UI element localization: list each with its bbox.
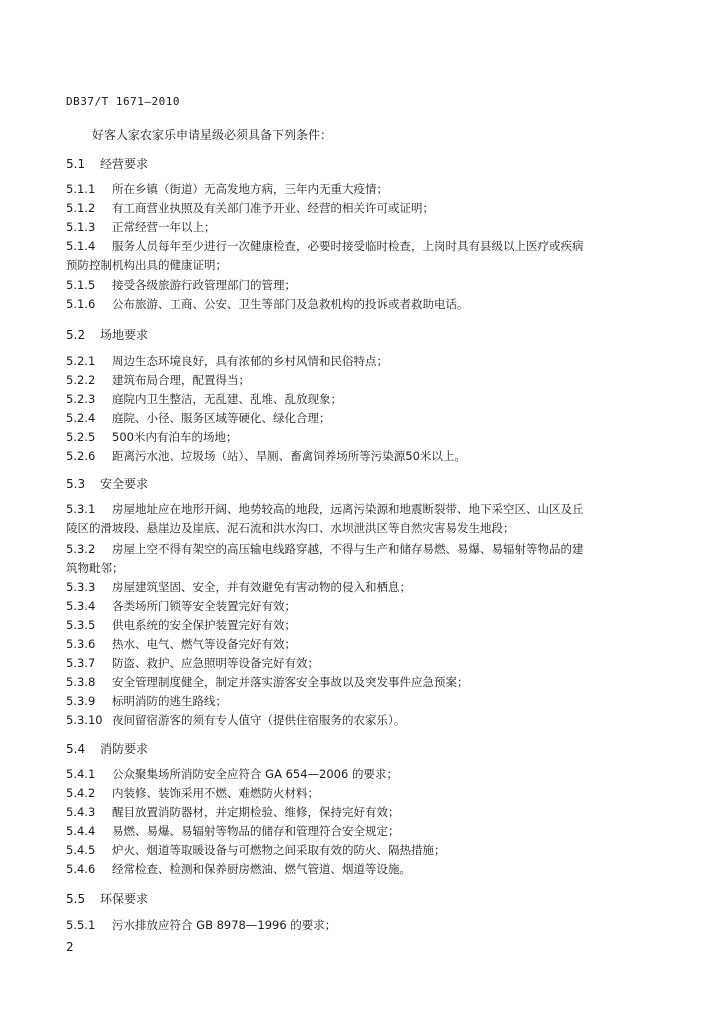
clause-item: [66, 692, 646, 711]
clause-number: 5.4.4: [66, 824, 96, 838]
clause-text: 所在乡镇（街道）无高发地方病，三年内无重大疫情；: [112, 182, 388, 196]
clause-text: 内装修、装饰采用不燃、难燃防火材料；: [112, 786, 319, 800]
clause-text: 污水排放应符合 GB 8978—1996 的要求；: [112, 918, 337, 932]
clause-number: 5.4.5: [66, 843, 96, 857]
section-title: 环保要求: [100, 892, 149, 906]
clause-item: [66, 860, 646, 879]
page-number: 2: [66, 940, 74, 954]
clause-item: [66, 409, 646, 428]
clause-number: 5.4.1: [66, 767, 96, 781]
clause-number: 5.2.4: [66, 411, 96, 425]
clause-number: 5.4.2: [66, 786, 96, 800]
clause-number: 5.2.6: [66, 449, 96, 463]
clause-text: 醒目放置消防器材，并定期检验、维修，保持完好有效；: [112, 805, 400, 819]
section-heading: [66, 475, 148, 492]
intro-text: 好客人家农家乐申请星级必须具备下列条件：: [92, 128, 333, 142]
clause-text: 热水、电气、燃气等设备完好有效；: [112, 637, 296, 651]
clause-item: [66, 276, 646, 295]
clause-text: 安全管理制度健全，制定并落实游客安全事故以及突发事件应急预案；: [112, 675, 469, 689]
clause-number: 5.5.1: [66, 918, 96, 932]
clause-number: 5.4.3: [66, 805, 96, 819]
clause-number: 5.3.1: [66, 502, 96, 516]
clause-item: [66, 428, 646, 447]
clause-item: [66, 371, 646, 390]
clause-text: 各类场所门锁等安全装置完好有效；: [112, 599, 296, 613]
clause-text: 周边生态环境良好，具有浓郁的乡村风情和民俗特点；: [112, 354, 388, 368]
clause-item: [66, 765, 646, 784]
clause-number: 5.3.7: [66, 656, 96, 670]
section-title: 消防要求: [100, 742, 149, 756]
section-title: 安全要求: [100, 477, 149, 491]
clause-item: [66, 295, 646, 314]
clause-text: 经常检查、检测和保养厨房燃油、燃气管道、烟道等设施。: [112, 862, 411, 876]
section-heading: [66, 890, 148, 907]
clause-text: 正常经营一年以上；: [112, 220, 216, 234]
clause-item: [66, 616, 646, 635]
clause-text: 公众聚集场所消防安全应符合 GA 654—2006 的要求；: [112, 767, 398, 781]
clause-number: 5.3.4: [66, 599, 96, 613]
clause-item: [66, 841, 646, 860]
clause-text: 公布旅游、工商、公安、卫生等部门及急救机构的投诉或者救助电话。: [112, 297, 469, 311]
clause-text: 房屋建筑坚固、安全，并有效避免有害动物的侵入和栖息；: [112, 580, 411, 594]
clause-continuation: 预防控制机构出具的健康证明；: [66, 258, 227, 272]
clause-text: 500米内有泊车的场地；: [112, 430, 238, 444]
clause-item: [66, 673, 646, 692]
section-number: 5.4: [66, 742, 86, 756]
clause-number: 5.4.6: [66, 862, 96, 876]
clause-number: 5.1.1: [66, 182, 96, 196]
clause-text: 供电系统的安全保护装置完好有效；: [112, 618, 296, 632]
clause-item: [66, 803, 646, 822]
clause-item: [66, 447, 646, 466]
clause-item: [66, 784, 646, 803]
clause-text: 炉火、烟道等取暖设备与可燃物之间采取有效的防火、隔热措施；: [112, 843, 446, 857]
section-number: 5.1: [66, 157, 86, 171]
clause-number: 5.1.2: [66, 201, 96, 215]
section-heading: [66, 326, 148, 343]
clause-item: [66, 352, 646, 371]
clause-item: [66, 218, 646, 237]
clause-text: 距离污水池、垃圾场（站）、旱厕、畜禽饲养场所等污染源50米以上。: [112, 449, 466, 463]
clause-number: 5.3.6: [66, 637, 96, 651]
clause-item: [66, 822, 646, 841]
clause-item: [66, 916, 646, 935]
clause-text: 有工商营业执照及有关部门准予开业、经营的相关许可或证明；: [112, 201, 434, 215]
section-number: 5.3: [66, 477, 86, 491]
clause-item: [66, 199, 646, 218]
clause-continuation: 陵区的滑坡段、悬崖边及崖底、泥石流和洪水沟口、水坝泄洪区等自然灾害易发生地段；: [66, 521, 515, 535]
clause-item: [66, 635, 646, 654]
clause-number: 5.3.10: [66, 713, 103, 727]
section-heading: [66, 155, 148, 172]
document-code: DB37/T 1671—2010: [66, 95, 180, 108]
section-number: 5.2: [66, 328, 86, 342]
clause-item: [66, 711, 646, 730]
clause-number: 5.3.3: [66, 580, 96, 594]
section-heading: [66, 740, 148, 757]
clause-text: 服务人员每年至少进行一次健康检查，必要时接受临时检查，上岗时具有县级以上医疗或疾病: [112, 239, 584, 253]
clause-number: 5.3.2: [66, 542, 96, 556]
clause-text: 房屋地址应在地形开阔、地势较高的地段，远离污染源和地震断裂带、地下采空区、山区及丘: [112, 502, 584, 516]
clause-item: [66, 500, 646, 538]
section-number: 5.5: [66, 892, 86, 906]
clause-number: 5.1.6: [66, 297, 96, 311]
clause-item: [66, 540, 646, 578]
clause-number: 5.1.5: [66, 278, 96, 292]
clause-number: 5.3.8: [66, 675, 96, 689]
clause-text: 易燃、易爆、易辐射等物品的储存和管理符合安全规定；: [112, 824, 400, 838]
clause-item: [66, 578, 646, 597]
clause-text: 接受各级旅游行政管理部门的管理；: [112, 278, 296, 292]
clause-continuation: 筑物毗邻；: [66, 561, 124, 575]
clause-number: 5.1.3: [66, 220, 96, 234]
clause-text: 庭院内卫生整洁，无乱建、乱堆、乱放现象；: [112, 392, 342, 406]
clause-number: 5.1.4: [66, 239, 96, 253]
clause-number: 5.3.5: [66, 618, 96, 632]
clause-text: 房屋上空不得有架空的高压输电线路穿越，不得与生产和储存易燃、易爆、易辐射等物品的建: [112, 542, 584, 556]
clause-number: 5.3.9: [66, 694, 96, 708]
clause-text: 防盗、救护、应急照明等设备完好有效；: [112, 656, 319, 670]
clause-item: [66, 654, 646, 673]
clause-item: [66, 390, 646, 409]
clause-text: 建筑布局合理，配置得当；: [112, 373, 250, 387]
clause-number: 5.2.1: [66, 354, 96, 368]
clause-text: 庭院、小径、服务区域等硬化、绿化合理；: [112, 411, 331, 425]
clause-number: 5.2.3: [66, 392, 96, 406]
clause-text: 夜间留宿游客的须有专人值守（提供住宿服务的农家乐）。: [112, 713, 406, 727]
clause-text: 标明消防的逃生路线；: [112, 694, 227, 708]
clause-number: 5.2.2: [66, 373, 96, 387]
clause-item: [66, 237, 646, 275]
clause-item: [66, 597, 646, 616]
clause-item: [66, 180, 646, 199]
section-title: 场地要求: [100, 328, 149, 342]
clause-number: 5.2.5: [66, 430, 96, 444]
section-title: 经营要求: [100, 157, 149, 171]
